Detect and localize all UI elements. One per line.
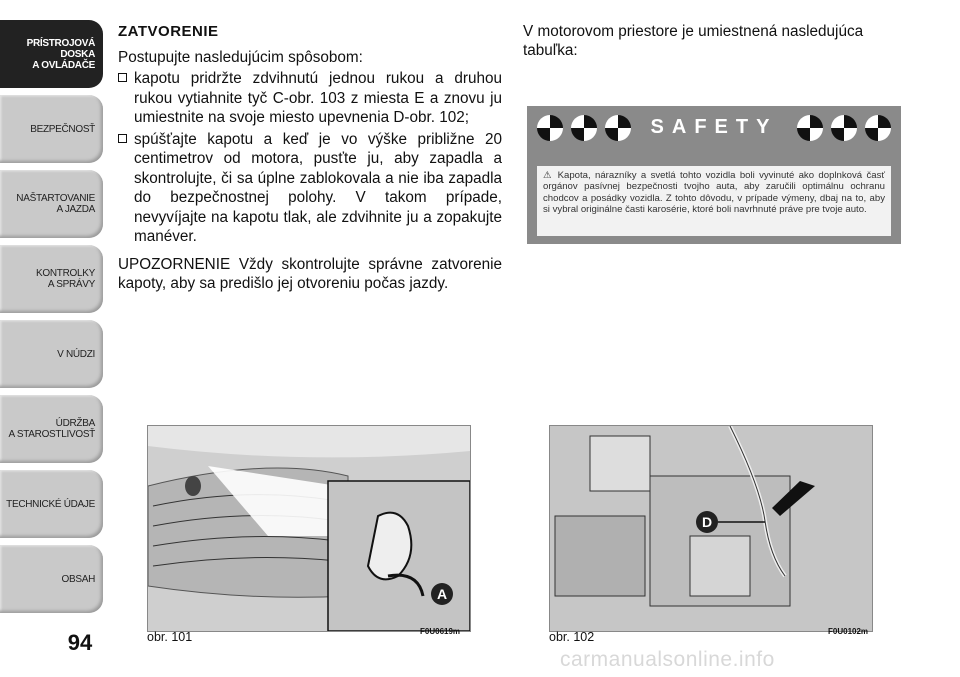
tab-udrzba[interactable]: ÚDRŽBA A STAROSTLIVOSŤ <box>0 395 103 463</box>
section-heading: ZATVORENIE <box>118 23 219 40</box>
tab-technicke-udaje[interactable]: TECHNICKÉ ÚDAJE <box>0 470 103 538</box>
checkbox-bullet-icon <box>118 134 127 143</box>
list-item: kapotu pridržte zdvihnutú jednou rukou a druhou rukou vytiahnite tyč C-obr. 103 z miesta E a znovu ju umiestnite na svoje miesto upevnenia D-obr. 102; <box>118 69 502 128</box>
safety-text-box: ⚠ Kapota, nárazníky a svetlá tohto vozidla boli vyvinuté ako doplnková časť orgánov pasívnej bezpečnosti tvojho auta, aby zaručili optimálnu ochranu chodcov a posádky vozidla. Z tohto dôvodu, v prípade výmeny, dbaj na to, aby si vybral originálne časti karosérie, ktoré boli navrhnuté práve pre tvoje auto. <box>537 166 891 236</box>
left-column <box>118 22 502 296</box>
tab-kontrolky[interactable]: KONTROLKY A SPRÁVY <box>0 245 103 313</box>
figure-102 <box>549 425 873 632</box>
marker-a-label: A <box>436 586 448 602</box>
safety-label <box>527 106 901 244</box>
checker-disc-icon <box>605 115 631 141</box>
safety-word: SAFETY <box>650 116 778 138</box>
checker-disc-icon <box>571 115 597 141</box>
checker-disc-icon <box>865 115 891 141</box>
tab-obsah[interactable]: OBSAH <box>0 545 103 613</box>
page-number: 94 <box>67 630 93 655</box>
watermark: carmanualsonline.info <box>560 648 775 671</box>
checker-disc-icon <box>797 115 823 141</box>
tab-nastartovanie[interactable]: NAŠTARTOVANIE A JAZDA <box>0 170 103 238</box>
figure-101 <box>147 425 471 632</box>
figure-102-caption: obr. 102 <box>549 630 595 644</box>
hood-rod-illustration <box>550 426 872 631</box>
figure-101-caption: obr. 101 <box>147 630 193 644</box>
list-item: spúšťajte kapotu a keď je vo výške približne 20 centimetrov od motora, pusťte ju, aby zapadla a skontrolujte, či sa úplne zablokovala a nie iba zapadla do bezpečnostnej polohy. V takom prípade, nevyvíjajte na kapotu tlak, ale zdvihnite ju a zopakujte manéver. <box>118 130 502 247</box>
tab-bezpecnost[interactable]: BEZPEČNOSŤ <box>0 95 103 163</box>
figure-101-code: F0U0619m <box>420 627 461 636</box>
figure-102-code: F0U0102m <box>828 627 869 636</box>
right-intro: V motorovom priestore je umiestnená nasledujúca tabuľka: <box>523 23 864 59</box>
warning-triangle-icon: ⚠ <box>543 170 558 181</box>
hood-latch-illustration <box>148 426 470 631</box>
warning-text: UPOZORNENIE Vždy skontrolujte správne zatvorenie kapoty, aby sa predišlo jej otvoreniu počas jazdy. <box>118 255 502 292</box>
checkbox-bullet-icon <box>118 73 127 82</box>
intro-text: Postupujte nasledujúcim spôsobom: <box>118 48 363 66</box>
tab-v-nudzi[interactable]: V NÚDZI <box>0 320 103 388</box>
marker-d-label: D <box>701 514 713 530</box>
tab-pristrojova-doska[interactable]: PRÍSTROJOVÁ DOSKA A OVLÁDAČE <box>0 20 103 88</box>
checker-disc-icon <box>831 115 857 141</box>
chapter-tabs <box>0 20 103 620</box>
checker-disc-icon <box>537 115 563 141</box>
